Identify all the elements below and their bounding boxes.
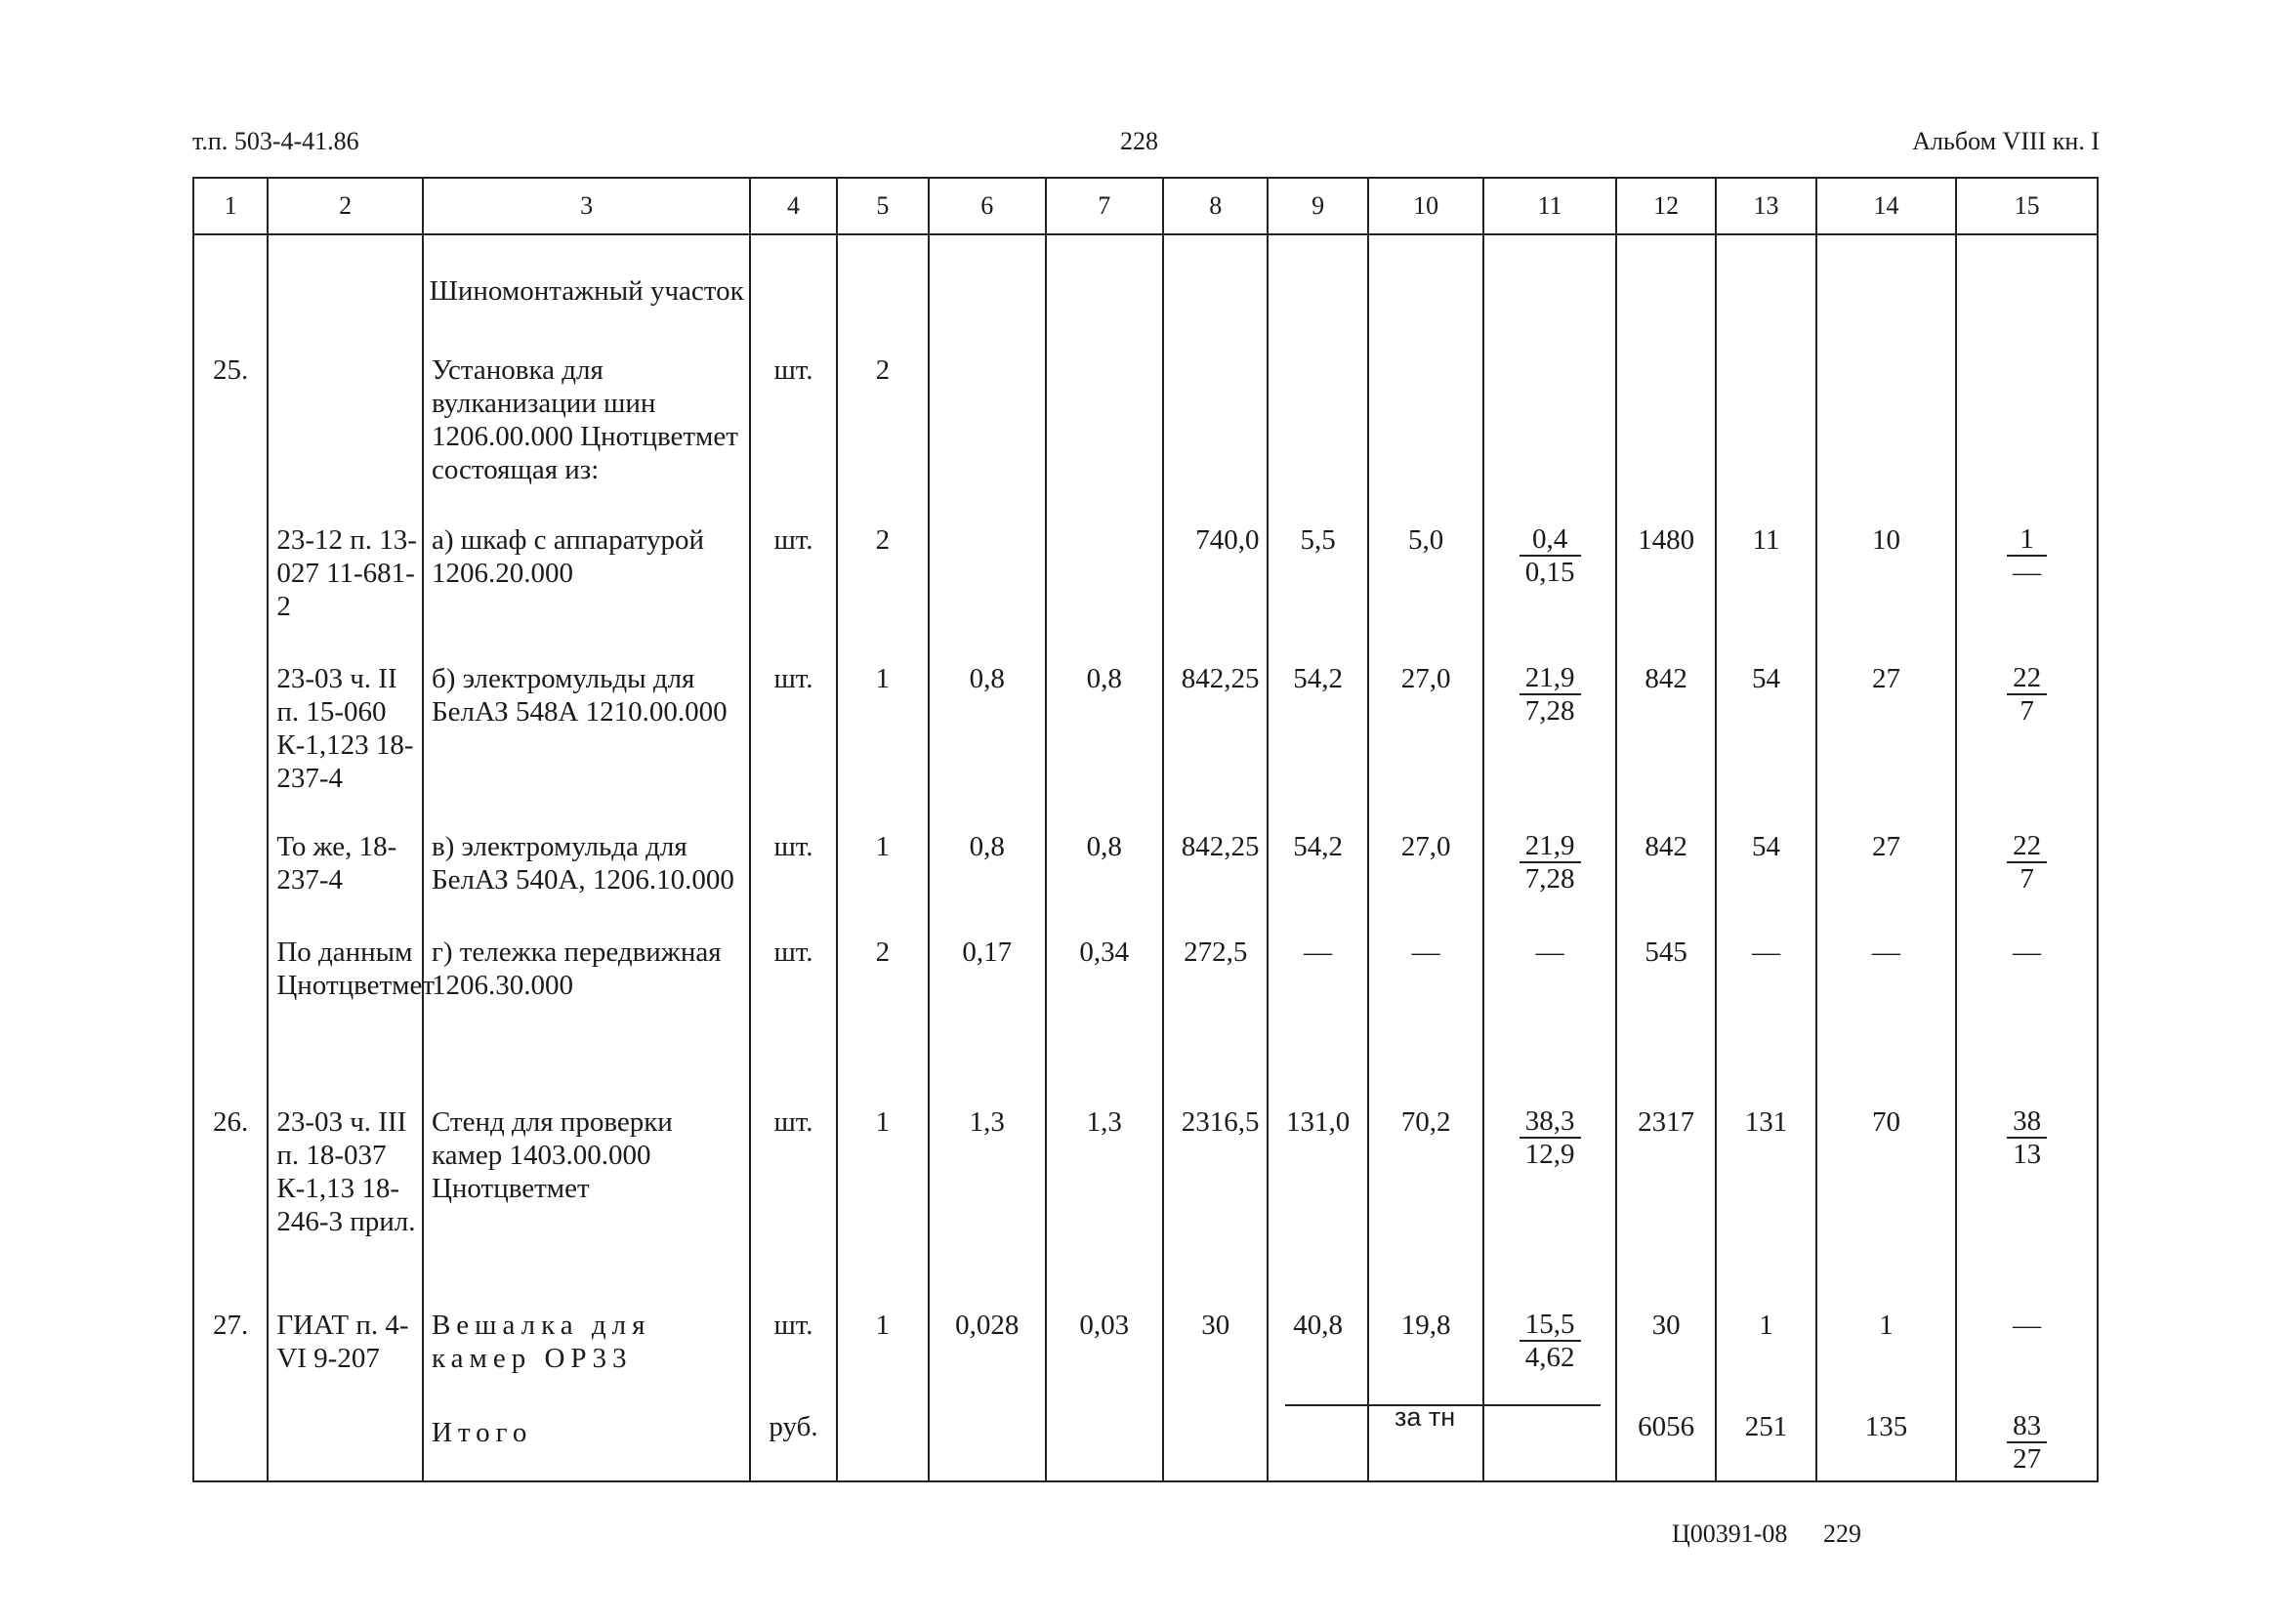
fraction-numerator: 21,9 <box>1524 830 1575 861</box>
value-cell: 70,2 <box>1368 1096 1483 1299</box>
value-cell: 272,5 <box>1163 926 1268 1096</box>
col-header: 15 <box>1956 178 2098 234</box>
unit-cell: шт. <box>750 1299 836 1398</box>
fraction-denominator: 13 <box>2007 1137 2047 1170</box>
col-header: 7 <box>1046 178 1163 234</box>
total-unit: руб. <box>750 1398 836 1481</box>
unit-cell: шт. <box>750 344 836 514</box>
value-cell: 5,5 <box>1268 514 1367 652</box>
description-cell: б) электромульды для БелАЗ 548А 1210.00.000 <box>423 652 750 820</box>
fraction-numerator: 22 <box>2013 662 2042 693</box>
value-cell: 842,25 <box>1163 820 1268 926</box>
fraction-numerator: 1 <box>2019 523 2034 555</box>
value-cell: — <box>1483 926 1616 1096</box>
fraction-cell <box>1956 344 2098 514</box>
value-cell: 40,8 <box>1268 1299 1367 1398</box>
value-cell <box>1046 344 1163 514</box>
value-cell <box>1716 344 1815 514</box>
table-row <box>193 344 2098 514</box>
reference-cell: ГИАТ п. 4-VI 9-207 <box>268 1299 423 1398</box>
row-number: 26. <box>193 1096 268 1299</box>
fraction-cell <box>1956 1096 2098 1299</box>
value-cell: 0,8 <box>929 652 1045 820</box>
value-cell <box>1046 514 1163 652</box>
section-heading-row <box>193 234 2098 344</box>
value-cell: 1,3 <box>929 1096 1045 1299</box>
value-cell: 2316,5 <box>1163 1096 1268 1299</box>
value-cell: 842,25 <box>1163 652 1268 820</box>
fraction-numerator: 15,5 <box>1524 1309 1575 1340</box>
row-number <box>193 820 268 926</box>
fraction-denominator: 7,28 <box>1520 693 1581 727</box>
value-cell: 1,3 <box>1046 1096 1163 1299</box>
row-number <box>193 514 268 652</box>
unit-cell: шт. <box>750 1096 836 1299</box>
col-header: 3 <box>423 178 750 234</box>
col-header: 10 <box>1368 178 1483 234</box>
value-cell: 0,8 <box>1046 820 1163 926</box>
value-cell: 545 <box>1616 926 1716 1096</box>
value-cell: 1 <box>1816 1299 1957 1398</box>
value-cell: 0,34 <box>1046 926 1163 1096</box>
value-cell <box>929 514 1045 652</box>
value-cell: 27,0 <box>1368 820 1483 926</box>
fraction-denominator: 12,9 <box>1520 1137 1581 1170</box>
value-cell: 1 <box>1716 1299 1815 1398</box>
row-number: 25. <box>193 344 268 514</box>
value-cell: 10 <box>1816 514 1957 652</box>
value-cell: 11 <box>1716 514 1815 652</box>
column-number-row <box>193 178 2098 234</box>
value-cell: 27,0 <box>1368 652 1483 820</box>
table-row <box>193 1299 2098 1398</box>
fraction-cell <box>1483 1096 1616 1299</box>
quantity-cell: 2 <box>837 344 929 514</box>
col-header: 12 <box>1616 178 1716 234</box>
fraction-denominator: 0,15 <box>1520 555 1581 588</box>
description-cell: Установка для вулканизации шин 1206.00.000 Цнотцветмет состоящая из: <box>423 344 750 514</box>
value-cell: 0,028 <box>929 1299 1045 1398</box>
value-cell: — <box>1368 926 1483 1096</box>
fraction-denominator: 7 <box>2007 861 2047 895</box>
fraction-cell <box>1483 514 1616 652</box>
value-cell: — <box>1716 926 1815 1096</box>
reference-cell: То же, 18-237-4 <box>268 820 423 926</box>
unit-cell: шт. <box>750 514 836 652</box>
value-cell: 2317 <box>1616 1096 1716 1299</box>
section-title: Шиномонтажный участок <box>423 234 750 344</box>
value-cell <box>1163 344 1268 514</box>
reference-cell: 23-12 п. 13-027 11-681-2 <box>268 514 423 652</box>
unit-cell: шт. <box>750 926 836 1096</box>
total-sum: 6056 <box>1616 1398 1716 1481</box>
reference-cell: По данным Цнотцветмет <box>268 926 423 1096</box>
fraction-cell <box>1956 652 2098 820</box>
footer <box>1672 1520 1891 1549</box>
fraction-denominator: 4,62 <box>1520 1340 1581 1373</box>
value-cell: 70 <box>1816 1096 1957 1299</box>
quantity-cell: 1 <box>837 652 929 820</box>
value-cell: 131 <box>1716 1096 1815 1299</box>
value-cell: — <box>1956 926 2098 1096</box>
table-row <box>193 820 2098 926</box>
fraction-cell <box>1956 820 2098 926</box>
reference-cell <box>268 344 423 514</box>
footer-code: Ц00391-08 <box>1672 1520 1788 1548</box>
value-cell <box>929 344 1045 514</box>
fraction-numerator: 21,9 <box>1524 662 1575 693</box>
col-header: 14 <box>1816 178 1957 234</box>
col-header: 11 <box>1483 178 1616 234</box>
specification-table <box>192 177 2099 1482</box>
fraction-cell <box>1483 652 1616 820</box>
reference-cell: 23-03 ч. III п. 18-037 К-1,13 18-246-3 прил. <box>268 1096 423 1299</box>
fraction-cell <box>1956 514 2098 652</box>
col-header: 6 <box>929 178 1045 234</box>
unit-cell: шт. <box>750 820 836 926</box>
total-c14: 135 <box>1816 1398 1957 1481</box>
description-cell: в) электромульда для БелАЗ 540А, 1206.10.000 <box>423 820 750 926</box>
quantity-cell: 1 <box>837 1096 929 1299</box>
quantity-cell: 1 <box>837 1299 929 1398</box>
table-row <box>193 1096 2098 1299</box>
per-ton-note: за тн <box>1395 1402 1456 1432</box>
album-label: Альбом VIII кн. I <box>1912 127 2100 155</box>
value-cell: 1480 <box>1616 514 1716 652</box>
value-cell: — <box>1268 926 1367 1096</box>
row-number <box>193 926 268 1096</box>
total-label: Итого <box>423 1398 750 1481</box>
col-header: 8 <box>1163 178 1268 234</box>
fraction-numerator: 0,4 <box>1532 523 1568 555</box>
col-header: 4 <box>750 178 836 234</box>
value-cell <box>1616 344 1716 514</box>
reference-cell: 23-03 ч. II п. 15-060 К-1,123 18-237-4 <box>268 652 423 820</box>
unit-cell: шт. <box>750 652 836 820</box>
quantity-cell: 1 <box>837 820 929 926</box>
col-header: 1 <box>193 178 268 234</box>
row-number: 27. <box>193 1299 268 1398</box>
col-header: 13 <box>1716 178 1815 234</box>
fraction-numerator: 38 <box>2013 1105 2042 1137</box>
col-header: 9 <box>1268 178 1367 234</box>
value-cell: 30 <box>1163 1299 1268 1398</box>
doc-code: т.п. 503-4-41.86 <box>192 127 359 155</box>
fraction-denominator: 27 <box>2007 1441 2047 1475</box>
value-cell: 30 <box>1616 1299 1716 1398</box>
value-cell <box>1268 344 1367 514</box>
quantity-cell: 2 <box>837 514 929 652</box>
page-number: 228 <box>1120 127 1158 155</box>
fraction-cell <box>1483 820 1616 926</box>
col-header: 2 <box>268 178 423 234</box>
fraction-denominator: — <box>2007 555 2047 588</box>
footer-page: 229 <box>1822 1520 1861 1548</box>
value-cell: 27 <box>1816 652 1957 820</box>
fraction-denominator: 7,28 <box>1520 861 1581 895</box>
description-cell: Вешалка для камер ОР33 <box>423 1299 750 1398</box>
value-cell: 27 <box>1816 820 1957 926</box>
table-row <box>193 514 2098 652</box>
value-cell: 54,2 <box>1268 652 1367 820</box>
fraction-numerator: 38,3 <box>1524 1105 1575 1137</box>
value-cell: 5,0 <box>1368 514 1483 652</box>
value-cell: 842 <box>1616 652 1716 820</box>
fraction-numerator: 22 <box>2013 830 2042 861</box>
fraction-cell <box>1483 344 1616 514</box>
total-c13: 251 <box>1716 1398 1815 1481</box>
value-cell: 0,03 <box>1046 1299 1163 1398</box>
row-number <box>193 652 268 820</box>
quantity-cell: 2 <box>837 926 929 1096</box>
description-cell: Стенд для проверки камер 1403.00.000 Цнотцветмет <box>423 1096 750 1299</box>
value-cell: 19,8 <box>1368 1299 1483 1398</box>
total-row <box>193 1398 2098 1481</box>
value-cell: 0,8 <box>929 820 1045 926</box>
description-cell: г) тележка передвижная 1206.30.000 <box>423 926 750 1096</box>
col-header: 5 <box>837 178 929 234</box>
fraction-numerator: 83 <box>2013 1410 2042 1441</box>
value-cell: 54 <box>1716 652 1815 820</box>
value-cell: 131,0 <box>1268 1096 1367 1299</box>
value-cell: — <box>1956 1299 2098 1398</box>
description-cell: а) шкаф с аппаратурой 1206.20.000 <box>423 514 750 652</box>
fraction-denominator: 7 <box>2007 693 2047 727</box>
value-cell: 54 <box>1716 820 1815 926</box>
value-cell: 0,17 <box>929 926 1045 1096</box>
table-row <box>193 926 2098 1096</box>
value-cell <box>1368 344 1483 514</box>
value-cell: 842 <box>1616 820 1716 926</box>
fraction-cell <box>1483 1299 1616 1398</box>
value-cell: 54,2 <box>1268 820 1367 926</box>
value-cell <box>1816 344 1957 514</box>
table-row <box>193 652 2098 820</box>
value-cell: — <box>1816 926 1957 1096</box>
fraction-cell <box>1956 1398 2098 1481</box>
value-cell: 740,0 <box>1163 514 1268 652</box>
value-cell: 0,8 <box>1046 652 1163 820</box>
